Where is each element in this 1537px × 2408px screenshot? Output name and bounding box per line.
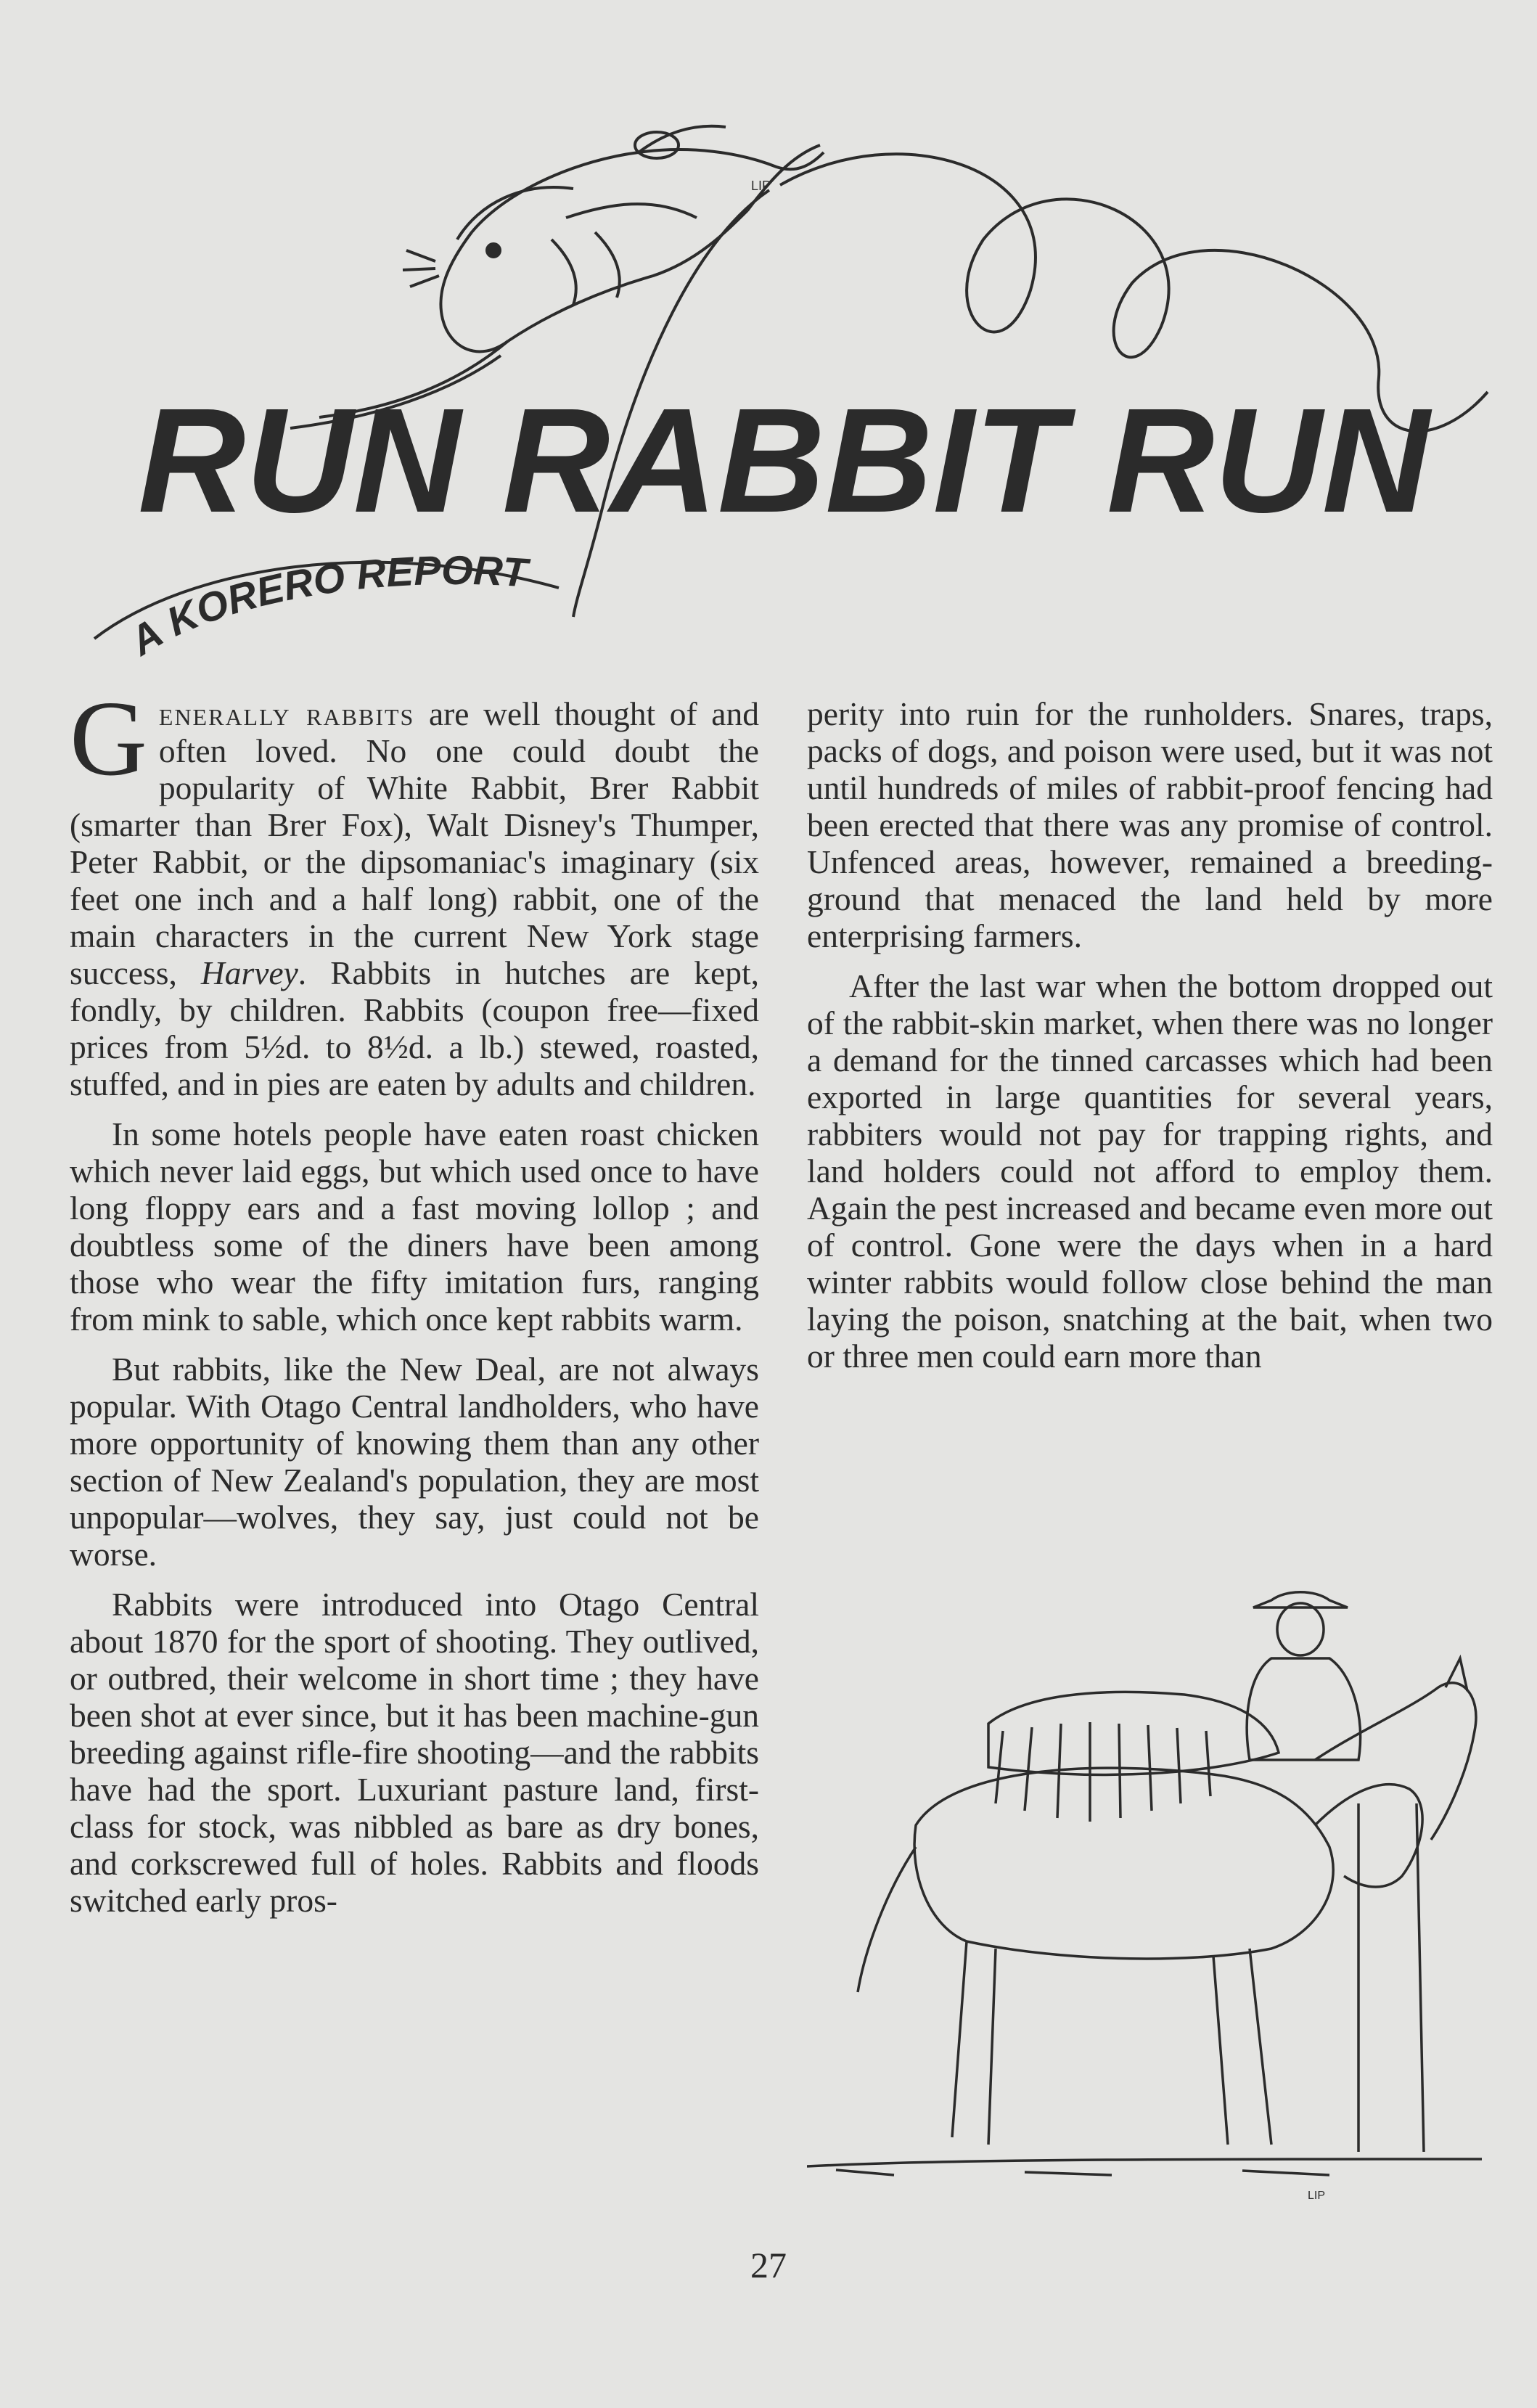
- page-subtitle: [120, 547, 532, 665]
- article-paragraph: In some hotels people have eaten roast chicken which never laid eggs, but which used once to have long floppy ears and a fast moving lollop ; and doubtless some of the diners have been among those who wear the fifty imitation furs, ranging from mink to sable, which once kept rabbits warm.: [70, 1115, 759, 1338]
- illustration-artist-signature: LIP: [1308, 2190, 1326, 2202]
- play-title-harvey: Harvey: [200, 954, 298, 991]
- article-paragraph: But rabbits, like the New Deal, are not always popular. With Otago Central landholders, who have more opportunity of knowing them than any other section of New Zealand's population, they are most unpopular—wolves, they say, just could not be worse.: [70, 1351, 759, 1573]
- article-column-right: [807, 695, 1493, 1388]
- page-subtitle-path: A KORERO REPORT: [121, 546, 529, 664]
- lead-small-caps: enerally rabbits: [158, 695, 415, 732]
- page-title: RUN RABBIT RUN: [138, 377, 1433, 544]
- page-number: 27: [750, 2245, 787, 2285]
- horse-rider-illustration: [807, 1586, 1489, 2217]
- article-paragraph: Generally rabbits are well thought of and often loved. No one could doubt the popularity of White Rabbit, Brer Rabbit (smarter than Brer Fox), Walt Disney's Thumper, Peter Rabbit, or the dipsomaniac's imaginary (six feet one inch and a half long) rabbit, one of the main characters in the current New York stage success, Harvey. Rabbits in hutches are kept, fondly, by children. Rabbits (coupon free—fixed prices from 5½d. to 8½d. a lb.) stewed, roasted, stuffed, and in pies are eaten by adults and children.: [70, 679, 760, 1102]
- article-column-left: [70, 679, 760, 1932]
- article-paragraph: perity into ruin for the runholders. Snares, traps, packs of dogs, and poison were used, but it was not until hundreds of miles of rabbit-proof fencing had been erected that there was any promise of control. Unfenced areas, however, remained a breeding-ground that menaced the land held by more enterprising farmers.: [807, 695, 1493, 954]
- top-artist-signature: LIP: [751, 179, 771, 193]
- article-paragraph: Rabbits were introduced into Otago Central about 1870 for the sport of shooting. They outlived, or outbred, their welcome in short time ; they have been shot at ever since, but it has been machine-gun breeding against rifle-fire shooting—and the rabbits have had the sport. Luxuriant pasture land, first-class for stock, was nibbled as bare as dry bones, and corkscrewed full of holes. Rabbits and floods switched early pros-: [70, 1586, 759, 1919]
- drop-cap: G: [70, 679, 147, 798]
- article-paragraph: After the last war when the bottom dropped out of the rabbit-skin market, when there was no longer a demand for the tinned carcasses which had been exported in large quantities for several years, rabbiters would not pay for trapping rights, and land holders could not afford to employ them. Again the pest increased and became even more out of control. Gone were the days when in a hard winter rabbits would follow close behind the man laying the poison, snatching at the bait, when two or three men could earn more than: [807, 967, 1493, 1375]
- header-illustration: [0, 0, 1537, 697]
- rider-hat: [1253, 1592, 1348, 1608]
